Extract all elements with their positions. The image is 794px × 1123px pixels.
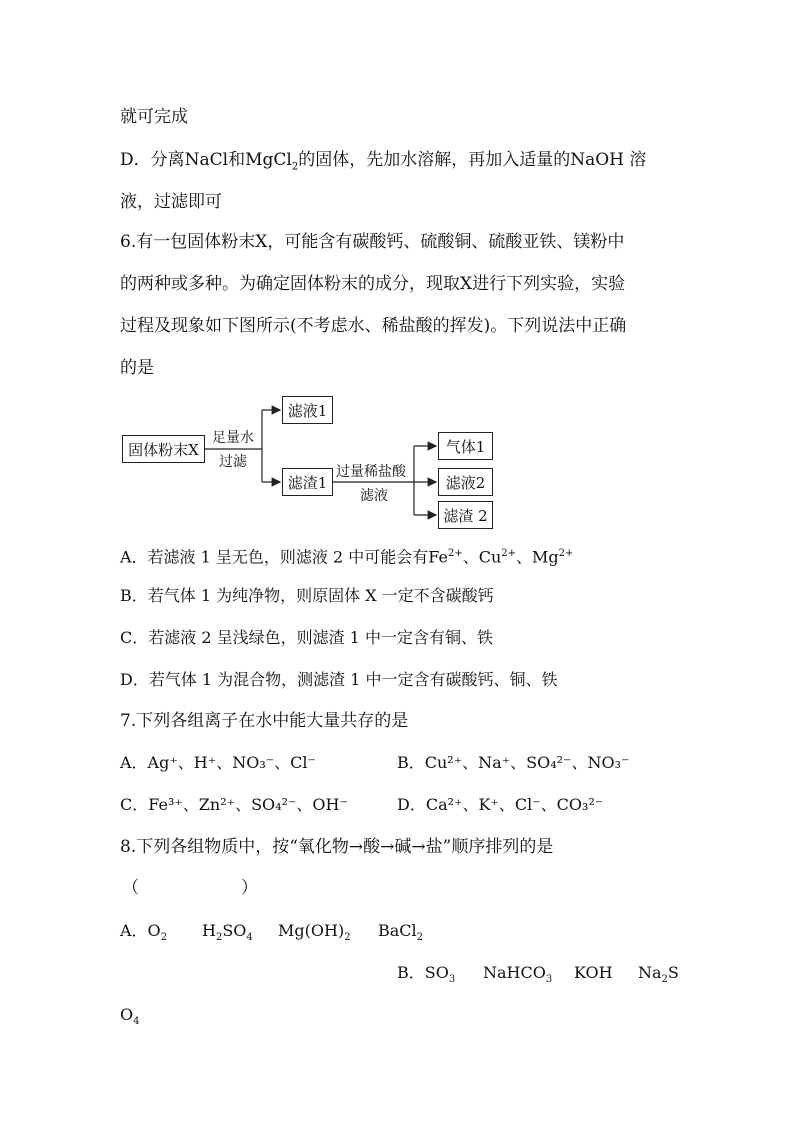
text-line: 液，过滤即可: [120, 192, 222, 212]
q8-option-a-o2: A．$O_2$: [120, 921, 168, 944]
q7-option-c: C．Fe³⁺、Zn²⁺、SO₄²⁻、OH⁻: [120, 795, 348, 814]
step2-label-bottom: 滤液: [360, 488, 388, 504]
q7-option-a: A．Ag⁺、H⁺、NO₃⁻、Cl⁻: [120, 753, 316, 772]
q6-option-d: D．若气体 1 为混合物，测滤渣 1 中一定含有碳酸钙、铜、铁: [120, 670, 558, 689]
q7-option-b: B．Cu²⁺、Na⁺、SO₄²⁻、NO₃⁻: [397, 753, 630, 772]
gas1-node: 气体1: [438, 432, 493, 460]
q8-option-b-wrap: $O_4$: [120, 1005, 140, 1028]
question-7-stem: 7.下列各组离子在水中能大量共存的是: [120, 711, 409, 731]
step1-label-top: 足量水: [212, 430, 254, 446]
question-6-stem: 的两种或多种。为确定固体粉末的成分，现取X进行下列实验，实验: [120, 274, 626, 294]
question-8-stem: 8.下列各组物质中，按“氧化物→酸→碱→盐”顺序排列的是: [120, 837, 554, 857]
question-6-stem: 过程及现象如下图所示(不考虑水、稀盐酸的挥发)。下列说法中正确: [120, 316, 627, 336]
q6-option-b: B．若气体 1 为纯净物，则原固体 X 一定不含碳酸钙: [120, 586, 494, 605]
option-d-prev: D．分离NaCl和MgCl$_2$的固体，先加水溶解，再加入适量的NaOH 溶: [120, 150, 647, 173]
q8-option-b-so3: B．$SO_3$: [397, 963, 456, 986]
q8-option-a-bacl2: BaCl$_2$: [378, 921, 424, 944]
q6-option-c: C．若滤液 2 呈浅绿色，则滤渣 1 中一定含有铜、铁: [120, 628, 493, 647]
flow-diagram-connectors: [0, 0, 794, 540]
filtrate1-node: 滤液1: [282, 396, 333, 424]
residue1-node: 滤渣1: [282, 468, 333, 496]
question-6-stem: 6.有一包固体粉末X，可能含有碳酸钙、硫酸铜、硫酸亚铁、镁粉中: [120, 232, 625, 252]
q7-option-d: D．Ca²⁺、K⁺、Cl⁻、CO₃²⁻: [397, 795, 604, 814]
q6-option-a: A．若滤液 1 呈无色，则滤液 2 中可能会有$Fe^{2+}$、$Cu^{2+}$、$Mg^{2+}$: [120, 547, 574, 567]
start-node: 固体粉末X: [122, 435, 205, 463]
answer-blank: （ ）: [122, 878, 258, 898]
residue2-node: 滤渣 2: [438, 501, 493, 529]
step1-label-bottom: 过滤: [219, 454, 247, 470]
question-6-stem: 的是: [120, 358, 154, 378]
q8-option-a-h2so4: $H_2SO_4$: [202, 921, 253, 944]
filtrate2-node: 滤液2: [438, 468, 493, 496]
q8-option-b-nahco3: NaHCO$_3$: [483, 963, 553, 986]
q8-option-b-na2s: $Na_2S$: [638, 963, 679, 986]
q8-option-a-mgoh2: $Mg(OH)_2$: [278, 921, 351, 944]
q8-option-b-koh: KOH: [574, 963, 613, 982]
step2-label-top: 过量稀盐酸: [336, 464, 406, 480]
text-line: 就可完成: [120, 107, 188, 127]
